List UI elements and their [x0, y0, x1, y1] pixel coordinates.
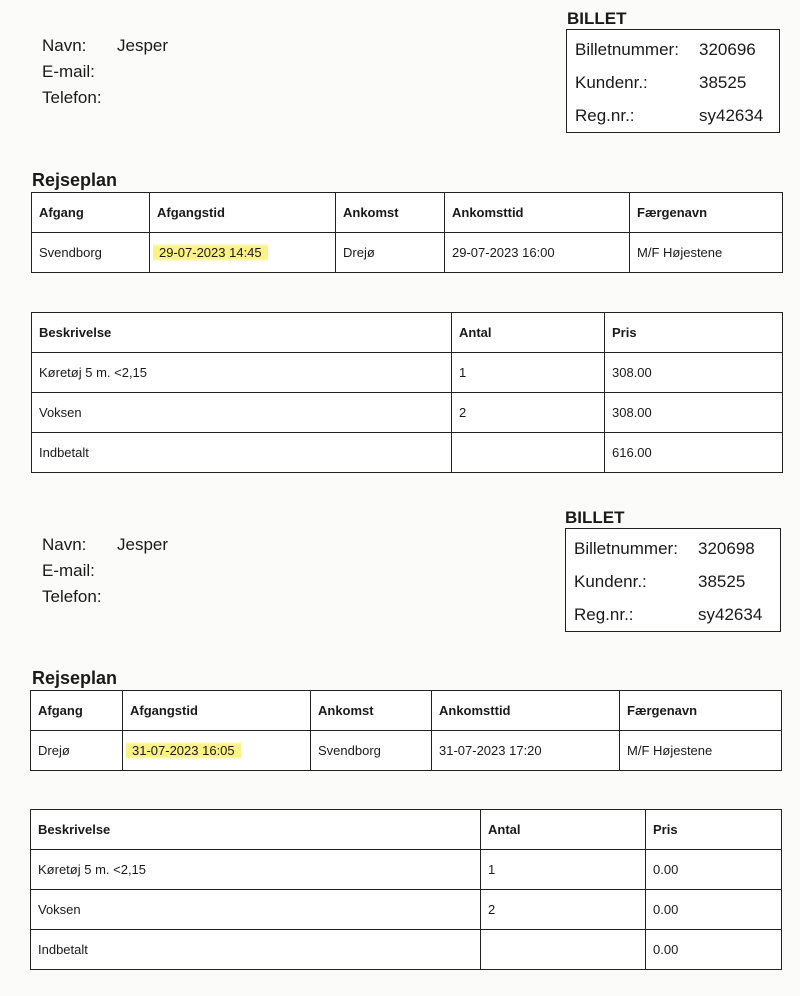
- departure-time-cell: [123, 731, 311, 771]
- header-arrival-time: Ankomsttid: [432, 691, 620, 731]
- item-quantity: [481, 930, 646, 970]
- name-value: Jesper: [117, 535, 169, 554]
- phone-label: Telefon:: [42, 88, 102, 107]
- items-header-row: [32, 313, 783, 353]
- route-table: [31, 192, 783, 273]
- ferry-name: M/F Højestene: [630, 233, 783, 273]
- arrival-place: Svendborg: [311, 731, 432, 771]
- customer-info: [42, 532, 168, 610]
- name-label: Navn:: [42, 36, 87, 55]
- header-description: Beskrivelse: [31, 810, 481, 850]
- item-price: 0.00: [646, 850, 782, 890]
- header-description: Beskrivelse: [32, 313, 452, 353]
- itinerary-title: Rejseplan: [32, 668, 118, 688]
- reg-value: sy42634: [698, 604, 763, 624]
- header-arrival: Ankomst: [336, 193, 445, 233]
- reg-label: Reg.nr.:: [574, 604, 634, 624]
- item-price: 0.00: [646, 890, 782, 930]
- item-description: Køretøj 5 m. <2,15: [32, 353, 452, 393]
- header-ferry-name: Færgenavn: [630, 193, 783, 233]
- item-quantity: 2: [452, 393, 605, 433]
- table-row: [31, 930, 782, 970]
- item-price: 616.00: [605, 433, 783, 473]
- arrival-time: 29-07-2023 16:00: [445, 233, 630, 273]
- phone-label: Telefon:: [42, 587, 102, 606]
- arrival-place: Drejø: [336, 233, 445, 273]
- ticket-number-label: Billetnummer:: [575, 39, 679, 59]
- route-header-row: [32, 193, 783, 233]
- header-arrival: Ankomst: [311, 691, 432, 731]
- header-departure-time: Afgangstid: [123, 691, 311, 731]
- table-row: [32, 433, 783, 473]
- ticket-number-value: 320698: [698, 538, 755, 558]
- itinerary-title: Rejseplan: [32, 170, 118, 190]
- departure-time: 31-07-2023 16:05: [126, 741, 241, 760]
- header-departure: Afgang: [31, 691, 123, 731]
- departure-place: Drejø: [31, 731, 123, 771]
- ferry-name: M/F Højestene: [620, 731, 782, 771]
- item-description: Køretøj 5 m. <2,15: [31, 850, 481, 890]
- item-price: 308.00: [605, 353, 783, 393]
- arrival-time: 31-07-2023 17:20: [432, 731, 620, 771]
- reg-value: sy42634: [699, 105, 764, 125]
- reg-label: Reg.nr.:: [575, 105, 635, 125]
- header-price: Pris: [605, 313, 783, 353]
- departure-time: 29-07-2023 14:45: [153, 243, 268, 262]
- name-label: Navn:: [42, 535, 87, 554]
- customer-number-value: 38525: [698, 571, 746, 591]
- billet-title: BILLET: [565, 508, 625, 527]
- header-quantity: Antal: [452, 313, 605, 353]
- billet-box: [565, 528, 781, 632]
- header-quantity: Antal: [481, 810, 646, 850]
- billet-box: [566, 29, 780, 133]
- items-table: [30, 809, 782, 970]
- item-quantity: 1: [481, 850, 646, 890]
- departure-time-cell: [150, 233, 336, 273]
- item-description: Voksen: [32, 393, 452, 433]
- item-quantity: [452, 433, 605, 473]
- item-description: Indbetalt: [32, 433, 452, 473]
- table-row: [32, 353, 783, 393]
- table-row: [31, 890, 782, 930]
- header-arrival-time: Ankomsttid: [445, 193, 630, 233]
- customer-number-label: Kundenr.:: [575, 72, 648, 92]
- customer-number-value: 38525: [699, 72, 747, 92]
- name-value: Jesper: [117, 36, 169, 55]
- header-price: Pris: [646, 810, 782, 850]
- billet-title: BILLET: [567, 9, 627, 28]
- route-row: [32, 233, 783, 273]
- header-ferry-name: Færgenavn: [620, 691, 782, 731]
- customer-number-label: Kundenr.:: [574, 571, 647, 591]
- item-price: 0.00: [646, 930, 782, 970]
- ticket-number-value: 320696: [699, 39, 756, 59]
- route-header-row: [31, 691, 782, 731]
- header-departure-time: Afgangstid: [150, 193, 336, 233]
- item-quantity: 2: [481, 890, 646, 930]
- route-table: [30, 690, 782, 771]
- header-departure: Afgang: [32, 193, 150, 233]
- email-label: E-mail:: [42, 62, 95, 81]
- items-table: [31, 312, 783, 473]
- table-row: [31, 850, 782, 890]
- item-description: Voksen: [31, 890, 481, 930]
- items-header-row: [31, 810, 782, 850]
- table-row: [32, 393, 783, 433]
- customer-info: [42, 33, 168, 111]
- departure-place: Svendborg: [32, 233, 150, 273]
- ticket-number-label: Billetnummer:: [574, 538, 678, 558]
- item-quantity: 1: [452, 353, 605, 393]
- route-row: [31, 731, 782, 771]
- item-price: 308.00: [605, 393, 783, 433]
- item-description: Indbetalt: [31, 930, 481, 970]
- email-label: E-mail:: [42, 561, 95, 580]
